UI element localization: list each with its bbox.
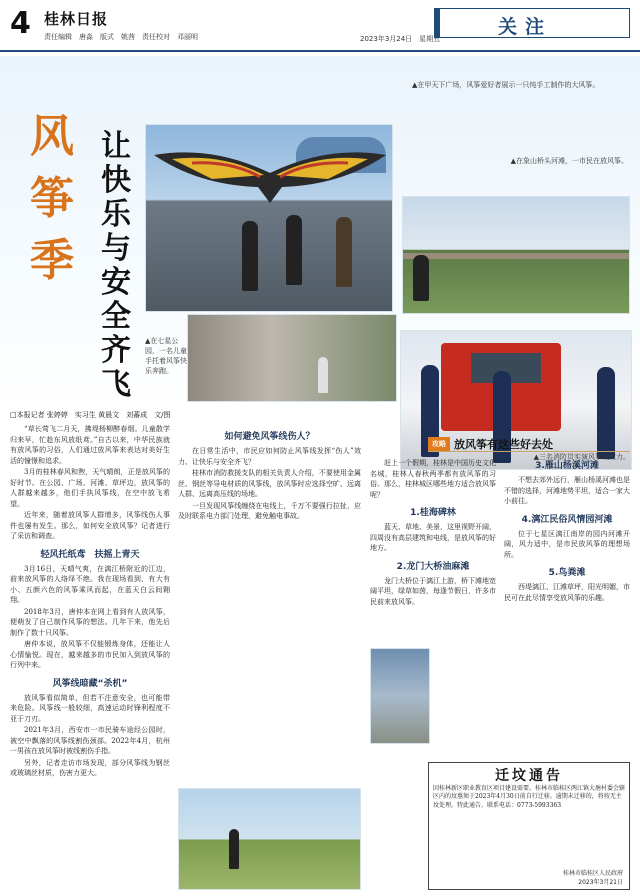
page-number: 4: [10, 6, 31, 41]
crowd-photo: [370, 648, 430, 744]
paragraph: 唐仲本说，放风筝不仅能锻炼身体，还能让人心情愉悦。现在，越来越多的市民加入到放风筝的行列中来。: [10, 640, 170, 669]
article-column-2: [178, 424, 361, 780]
topic-body: [370, 458, 630, 648]
vertical-title-char: 季: [30, 235, 74, 286]
place-name: 5.鸟粪滩: [548, 568, 586, 578]
paragraph: 蓝天、草地、美景，这里视野开阔，四周没有高层建筑和电线，是放风筝的好地方。: [370, 523, 496, 552]
topic-tag: 攻略: [428, 437, 450, 451]
paragraph: 2018年3月，唐仲本在网上看到有人放风筝，便萌发了自己制作风筝的想法。几年下来，他先后制作了数十只风筝。: [10, 607, 170, 637]
notice-signer: 桂林市临桂区人民政府: [562, 870, 623, 877]
photo-caption: ▲在甲天下广场，风筝爱好者展示一只纯手工制作的大风筝。: [412, 81, 600, 89]
issue-date: 2023年3月24日 星期五: [360, 35, 441, 43]
photo-caption: ▲三名消防员实演风筝线威力。: [533, 453, 630, 461]
notice-body: 因桂林新区职业教育区项目建设需要，桂林市临桂区两江镇大塘村委会辖区内的坟墓须于2023年4月30日前自行迁移。逾期未迁移的，将按无主坟处理。特此通告。联系电话：0773-5993363: [433, 785, 626, 809]
notice-title: 迁坟通告: [495, 768, 563, 784]
page-header: [0, 0, 640, 52]
slogan-char: 飞: [101, 367, 131, 402]
park-mural-photo: [187, 314, 397, 402]
person-figure: [242, 221, 258, 291]
slogan-char: 安: [101, 265, 131, 300]
child-figure: [318, 357, 328, 393]
slogan-char: 全: [101, 299, 131, 334]
paragraph: 桂林市消防救援支队的相关负责人介绍，不要使用金属丝、钢丝等导电材质的风筝线，放风筝时应选择空旷、远离人群、远离高压线的场地。: [178, 469, 361, 498]
paragraph: 位于七星区漓江南岸的园内河滩开阔，风力适中，是市民放风筝的理想场所。: [504, 529, 630, 559]
slogan-char: 乐: [101, 197, 131, 232]
paragraph: 龙门大桥位于漓江上游，桥下滩地宽阔平坦，绿草如茵，每逢节假日，许多市民前来放风筝。: [370, 576, 496, 606]
subheading: 轻风托纸鸢 扶摇上青天: [40, 549, 140, 560]
topic-title: 放风筝有这些好去处: [454, 438, 553, 451]
paragraph: 不想去郊外远行，雁山杨溪河滩也是不错的选择，河滩地势平坦，适合一家大小前往。: [504, 476, 630, 505]
article-column-1: [10, 424, 170, 890]
section-label-box: [434, 8, 630, 38]
eagle-kite-icon: [152, 145, 388, 205]
editor-credits: 责任编辑 唐淼 版式 姚茜 责任校对 邓丽明: [44, 33, 198, 41]
bridge-shape: [403, 253, 630, 259]
paragraph: 在日常生活中，市民应如何防止风筝线发挥“伤人”效力、让快乐与安全齐飞？: [178, 447, 361, 466]
paragraph: 近年来，随着放风筝人群增多，风筝线伤人事件也屡有发生。那么，如何安全放风筝？记者进行了采访和调查。: [10, 511, 170, 540]
kite-field-photo: [178, 788, 361, 890]
place-name: 3.雁山杨溪河滩: [535, 461, 599, 471]
article-byline: □本报记者 张婷婷 实习生 黄晨文 刘蕃成 文/图: [10, 411, 171, 419]
paragraph: 西堤漓江、江滩草坪，阳光明媚，市民可在此尽情享受放风筝的乐趣。: [504, 583, 630, 602]
slogan-char: 快: [101, 163, 131, 198]
person-figure: [229, 829, 239, 869]
subheading: 如何避免风筝线伤人？: [224, 432, 315, 442]
slogan-char: 齐: [101, 333, 131, 368]
paragraph: 赶上一个假期，桂林是中国历史文化名城，桂林人春秋两季都有放风筝的习俗。那么，桂林城区哪些地方适合放风筝呢？: [370, 459, 496, 499]
paragraph: 放风筝看似简单，但若不注意安全，也可能带来危险。风筝线一般较细，高速运动时锋利程度不亚于刀刃。: [10, 693, 170, 723]
vertical-title-char: 筝: [30, 173, 74, 224]
paragraph: 2021年3月，西安市一市民骑车途经公园时，被空中飘落的风筝线割伤颈部。2022年4月，杭州一男孩在放风筝时被线割伤手指。: [10, 726, 170, 755]
place-name: 4.漓江民俗风情园河滩: [521, 514, 613, 525]
person-figure: [413, 255, 429, 301]
kite-square-photo: [145, 124, 393, 312]
paragraph: 一旦发现风筝线缠绕在电线上，千万不要强行拉扯，应及时联系电力部门处理，避免触电事故。: [178, 501, 361, 520]
section-title: 关注: [498, 16, 553, 38]
paragraph: 3月16日，天晴气爽，在漓江桥附近的江边，前来放风筝的人络绎不绝。我在现场看到，有大有小、五颜六色的风筝乘风而起，在蓝天白云间翱翔。: [10, 564, 170, 604]
photo-caption: ▲在象山桥头河滩，一市民在放风筝。: [510, 157, 628, 165]
headline-slogan: [96, 130, 136, 402]
paragraph: 另外，记者走访市场发现，部分风筝线为钢丝或玻璃丝材质，伤害力更大。: [10, 758, 170, 777]
topic-header: [428, 436, 630, 452]
place-name: 1.桂海碑林: [410, 508, 456, 518]
paragraph: “草长莺飞二月天，拂堤杨柳醉春烟。儿童散学归来早，忙趁东风放纸鸢。”自古以来，中华民族就有放风筝的习俗，人们通过放风筝来表达对美好生活的憧憬和追求。: [10, 425, 170, 465]
masthead: 桂林日报: [44, 10, 109, 28]
subheading: 风筝线暗藏“杀机”: [52, 678, 128, 689]
photo-caption: ▲在七星公园，一名儿童手托着风筝快乐奔跑。: [145, 337, 187, 375]
paragraph: 3月的桂林春风和煦，天气晴朗，正是放风筝的好时节。在公园、广场、河滩、草坪边，放风筝的人群越来越多，他们手执风筝线，在空中放飞希望。: [10, 468, 170, 508]
place-name: 2.龙门大桥油麻滩: [396, 561, 470, 572]
riverbank-photo: [402, 196, 630, 314]
person-figure: [336, 217, 352, 287]
person-figure: [286, 215, 302, 285]
notice-date: 2023年3月21日: [578, 879, 623, 886]
vertical-title-char: 风: [30, 111, 74, 162]
slogan-char: 让: [101, 129, 131, 164]
slogan-char: 与: [101, 231, 131, 266]
relocation-notice: [428, 762, 630, 890]
